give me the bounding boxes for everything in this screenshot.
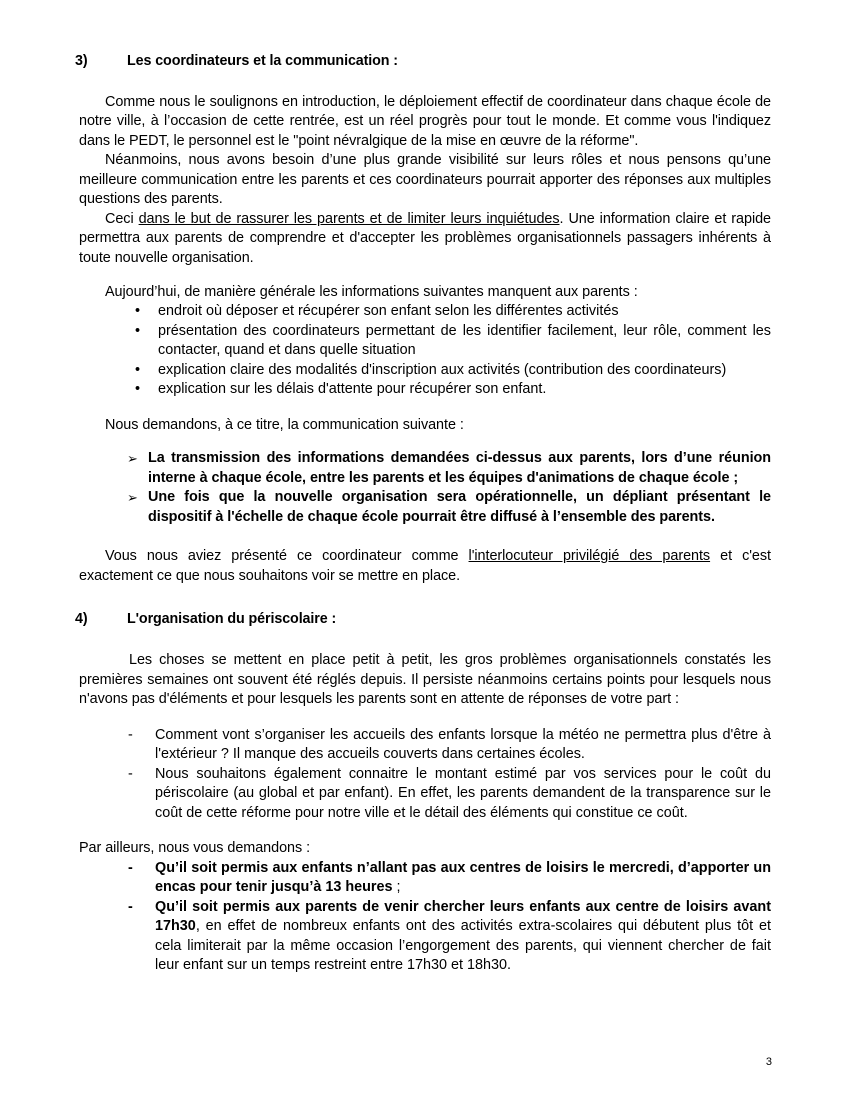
- information-bullet-list: [79, 302, 771, 400]
- list-item: [79, 322, 771, 361]
- dash-bullet-icon: -: [128, 859, 133, 876]
- section-3-title: Les coordinateurs et la communication :: [127, 53, 398, 69]
- spacer: [79, 269, 771, 283]
- list-item: [79, 302, 771, 322]
- section-3-paragraph-2-text: Néanmoins, nous avons besoin d’une plus grande visibilité sur leurs rôles et nous pensons qu’une meilleure communication entre les parents et ces coordinateurs pourrait apporter des réponses aux multiples questions des parents.: [79, 152, 771, 208]
- section-4-heading: [75, 610, 771, 629]
- section-3-paragraph-1: Comme nous le soulignons en introduction, le déploiement effectif de coordinateur dans chaque école de notre ville, à l’occasion de cette rentrée, est un réel progrès pour tout le monde. Et comme vous l'indiquez dans le PEDT, le personnel est le "point névralgique de la mise en œuvre de la réforme".: [79, 93, 771, 149]
- list-item: [79, 380, 771, 400]
- list-item-label: endroit où déposer et récupérer son enfant selon les différentes activités: [158, 303, 619, 320]
- list-item: [79, 898, 771, 976]
- section-3-heading: [75, 52, 771, 71]
- arrow-bullet-icon: ➢: [127, 451, 138, 467]
- bullet-dot-icon: •: [135, 361, 141, 378]
- demandes-dash-list: [79, 859, 771, 976]
- section-3-closing-paragraph: [79, 547, 771, 586]
- spacer: [79, 400, 771, 416]
- para3-underlined-phrase: dans le but de rassurer les parents et de limiter leurs inquiétudes: [138, 210, 560, 227]
- arrow-bullet-icon: ➢: [127, 490, 138, 506]
- section-3-number: 3): [75, 53, 88, 69]
- list-item-label: La transmission des informations demandées ci-dessus aux parents, lors d’une réunion interne à chaque école, entre les parents et les équipes d'animations de chaque école ;: [148, 450, 771, 486]
- spacer: [79, 629, 771, 651]
- list-item-label: Une fois que la nouvelle organisation sera opérationnelle, un dépliant présentant le dispositif à l'échelle de chaque école pourrait être diffusé à l’ensemble des parents.: [148, 489, 771, 525]
- list-item: [79, 859, 771, 898]
- list-item: [79, 361, 771, 381]
- questions-dash-list: [79, 726, 771, 824]
- dash-bullet-icon: -: [128, 726, 133, 743]
- closing-suffix: et c'est exactement ce que nous souhaitons voir se mettre en place.: [79, 548, 771, 584]
- section-4-title: L'organisation du périscolaire :: [127, 611, 337, 628]
- bullet-dot-icon: •: [135, 303, 141, 320]
- spacer: [79, 71, 771, 93]
- section-3-paragraph-3: [79, 210, 771, 269]
- list-item: [79, 449, 771, 488]
- closing-underlined-phrase: l'interlocuteur privilégié des parents: [468, 548, 711, 565]
- list-item-label-regular: ;: [392, 879, 401, 896]
- list-item: [79, 726, 771, 765]
- list-item-label: explication claire des modalités d'inscription aux activités (contribution des coordinateurs): [158, 361, 727, 378]
- bullets-intro: Aujourd’hui, de manière générale les informations suivantes manquent aux parents :: [105, 283, 638, 300]
- demandes-arrow-list: [79, 449, 771, 527]
- demande-intro: Nous demandons, à ce titre, la communication suivante :: [105, 416, 464, 433]
- list-item: [79, 765, 771, 824]
- spacer: [79, 435, 771, 449]
- list-item-label: Nous souhaitons également connaitre le montant estimé par vos services pour le coût du périscolaire (au global et par enfant). En effet, les parents demandent de la transparence sur le coût de cette réforme pour notre ville et le détail des éléments qui constitue ce coût.: [155, 765, 771, 821]
- section-3-paragraph-2: [79, 151, 771, 210]
- dash-bullet-icon: -: [128, 898, 133, 915]
- list-item-label: présentation des coordinateurs permettant de les identifier facilement, leur rôle, comment les contacter, quand et dans quelle situation: [158, 322, 771, 359]
- section-4-paragraph-1: Les choses se mettent en place petit à petit, les gros problèmes organisationnels constatés les premières semaines ont souvent été réglés depuis. Il persiste néanmoins certains points pour lesquels nous n'avons pas d'éléments et pour lesquels les parents sont en attente de réponses de votre part :: [79, 652, 771, 708]
- list-item-label-bold: Qu’il soit permis aux parents de venir chercher leurs enfants aux centre de loisirs avant 17h30: [155, 898, 771, 935]
- document-content: [75, 52, 771, 976]
- list-item-label: Comment vont s’organiser les accueils des enfants lorsque la météo ne permettra plus d'être à l'extérieur ? Il manque des accueils couverts dans certaines écoles.: [155, 726, 771, 763]
- para3-prefix: Ceci: [105, 210, 139, 227]
- list-item: [79, 488, 771, 527]
- para3-suffix: . Une information claire et rapide permettra aux parents de comprendre et d'accepter les problèmes organisationnels passagers inhérents à toute nouvelle organisation.: [79, 210, 771, 266]
- bullet-dot-icon: •: [135, 322, 141, 339]
- bullet-dot-icon: •: [135, 381, 141, 398]
- list-item-label-bold: Qu’il soit permis aux enfants n’allant pas aux centres de loisirs le mercredi, d’apporter un encas pour tenir jusqu’à 13 heures: [155, 859, 771, 896]
- dash-bullet-icon: -: [128, 765, 133, 782]
- list-item-label-regular: , en effet de nombreux enfants ont des activités extra-scolaires qui débutent plus tôt et cela limiterait par la même occasion l’engorgement des parents, qui viennent chercher de fait leur enfant sur un temps restreint entre 17h30 et 18h30.: [155, 918, 771, 974]
- spacer: [79, 710, 771, 726]
- spacer: [79, 586, 771, 610]
- section-4-number: 4): [75, 611, 88, 628]
- page-number: 3: [765, 1056, 772, 1068]
- par-ailleurs-intro: Par ailleurs, nous vous demandons :: [79, 840, 311, 857]
- spacer: [79, 527, 771, 547]
- spacer: [79, 823, 771, 839]
- list-item-label: explication sur les délais d'attente pour récupérer son enfant.: [158, 381, 547, 398]
- closing-prefix: Vous nous aviez présenté ce coordinateur comme: [105, 548, 469, 565]
